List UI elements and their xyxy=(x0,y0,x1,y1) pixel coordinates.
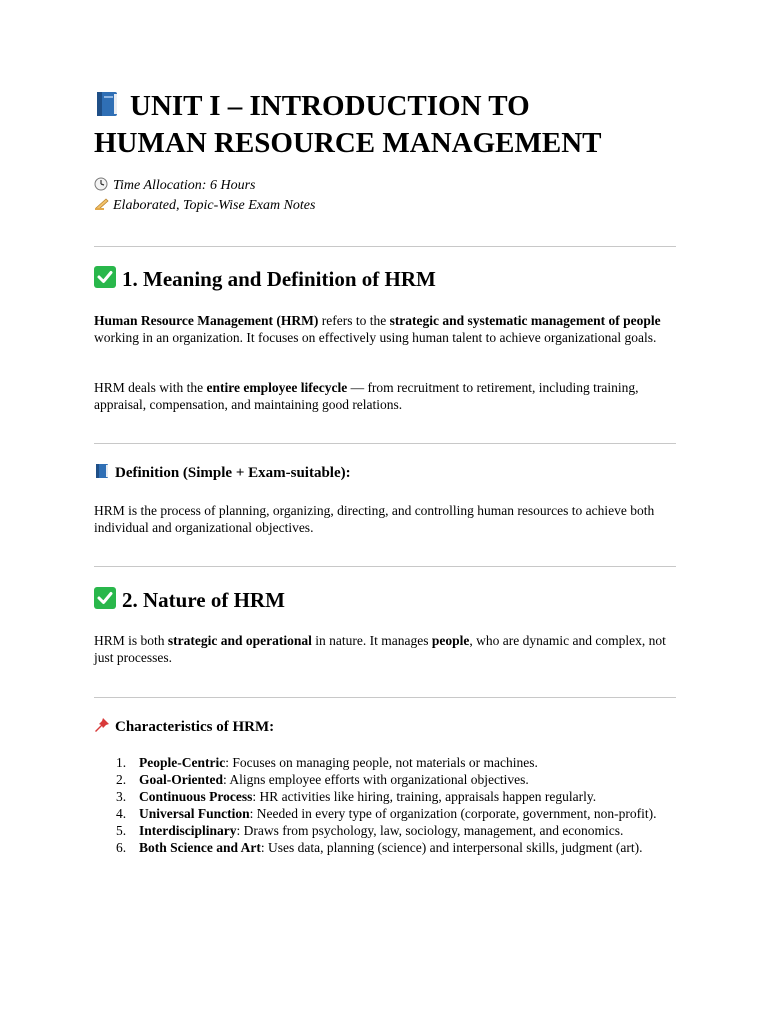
text-run: in nature. It manages xyxy=(311,633,432,648)
pushpin-icon xyxy=(94,717,110,733)
section-1-paragraph-2 xyxy=(94,379,676,413)
list-item-description: : Uses data, planning (science) and interpersonal skills, judgment (art). xyxy=(260,840,643,855)
characteristics-heading-text: Characteristics of HRM: xyxy=(115,719,275,735)
list-item-number: 2. xyxy=(116,772,127,787)
list-item-number: 1. xyxy=(116,755,127,770)
subtitle-line xyxy=(94,196,315,216)
list-item-number: 4. xyxy=(116,806,127,821)
list-item xyxy=(94,754,676,771)
subtitle: Elaborated, Topic-Wise Exam Notes xyxy=(113,198,316,213)
time-allocation-line xyxy=(94,176,315,196)
section-1-heading xyxy=(94,266,436,292)
list-item-term: Continuous Process xyxy=(139,789,253,804)
list-item xyxy=(94,771,676,788)
list-item xyxy=(94,805,676,822)
list-item-description: : Draws from psychology, law, sociology, management, and economics. xyxy=(236,823,624,838)
definition-heading-text: Definition (Simple + Exam-suitable): xyxy=(115,465,351,481)
book-icon xyxy=(94,463,110,479)
list-item-description: : Needed in every type of organization (corporate, government, non-profit). xyxy=(249,806,657,821)
book-icon xyxy=(94,90,120,118)
bold-term: strategic and operational xyxy=(167,633,312,648)
divider xyxy=(94,697,676,698)
divider xyxy=(94,246,676,247)
list-item xyxy=(94,822,676,839)
list-item-term: Interdisciplinary xyxy=(139,823,237,838)
section-2-paragraph-1 xyxy=(94,632,676,666)
check-mark-icon xyxy=(94,587,116,609)
time-allocation: Time Allocation: 6 Hours xyxy=(113,178,256,193)
divider xyxy=(94,566,676,567)
list-item xyxy=(94,788,676,805)
text-run: HRM is both xyxy=(94,633,168,648)
definition-heading xyxy=(94,463,351,483)
list-item-term: Both Science and Art xyxy=(139,840,261,855)
list-item-term: People-Centric xyxy=(139,755,226,770)
list-item-term: Universal Function xyxy=(139,806,250,821)
section-2-heading-text: 2. Nature of HRM xyxy=(122,588,285,612)
bold-term: entire employee lifecycle xyxy=(206,380,348,395)
text-run: , who are dynamic and complex, not just processes. xyxy=(94,633,666,665)
section-1-heading-text: 1. Meaning and Definition of HRM xyxy=(122,267,436,291)
list-item-description: : Aligns employee efforts with organizational objectives. xyxy=(223,772,529,787)
definition-text: HRM is the process of planning, organizing, directing, and controlling human resources to achieve both individual and organizational objectives. xyxy=(94,503,655,535)
text-run: — from recruitment to retirement, including training, appraisal, compensation, and maintaining good relations. xyxy=(94,380,639,412)
writing-hand-icon xyxy=(94,197,110,211)
bold-term: people xyxy=(431,633,470,648)
check-mark-icon xyxy=(94,266,116,288)
characteristics-heading xyxy=(94,717,274,737)
section-1-paragraph-1 xyxy=(94,312,676,346)
title-line-2: HUMAN RESOURCE MANAGEMENT xyxy=(94,127,602,159)
list-item-description: : Focuses on managing people, not materials or machines. xyxy=(225,755,538,770)
bold-term: strategic and systematic management of people xyxy=(389,313,661,328)
list-item-number: 6. xyxy=(116,840,127,855)
list-item-number: 3. xyxy=(116,789,127,804)
text-run: working in an organization. It focuses on effectively using human talent to achieve organizational goals. xyxy=(94,330,657,345)
clock-icon xyxy=(94,177,110,191)
list-item-term: Goal-Oriented xyxy=(139,772,223,787)
document-meta xyxy=(94,176,315,216)
characteristics-list xyxy=(94,754,676,856)
text-run: refers to the xyxy=(318,313,390,328)
list-item-number: 5. xyxy=(116,823,127,838)
divider xyxy=(94,443,676,444)
list-item-description: : HR activities like hiring, training, appraisals happen regularly. xyxy=(252,789,597,804)
document-title xyxy=(94,88,694,162)
bold-term: Human Resource Management (HRM) xyxy=(94,313,319,328)
title-line-1: UNIT I – INTRODUCTION TO xyxy=(130,90,530,122)
list-item xyxy=(94,839,676,856)
text-run: HRM deals with the xyxy=(94,380,207,395)
section-2-heading xyxy=(94,587,285,613)
